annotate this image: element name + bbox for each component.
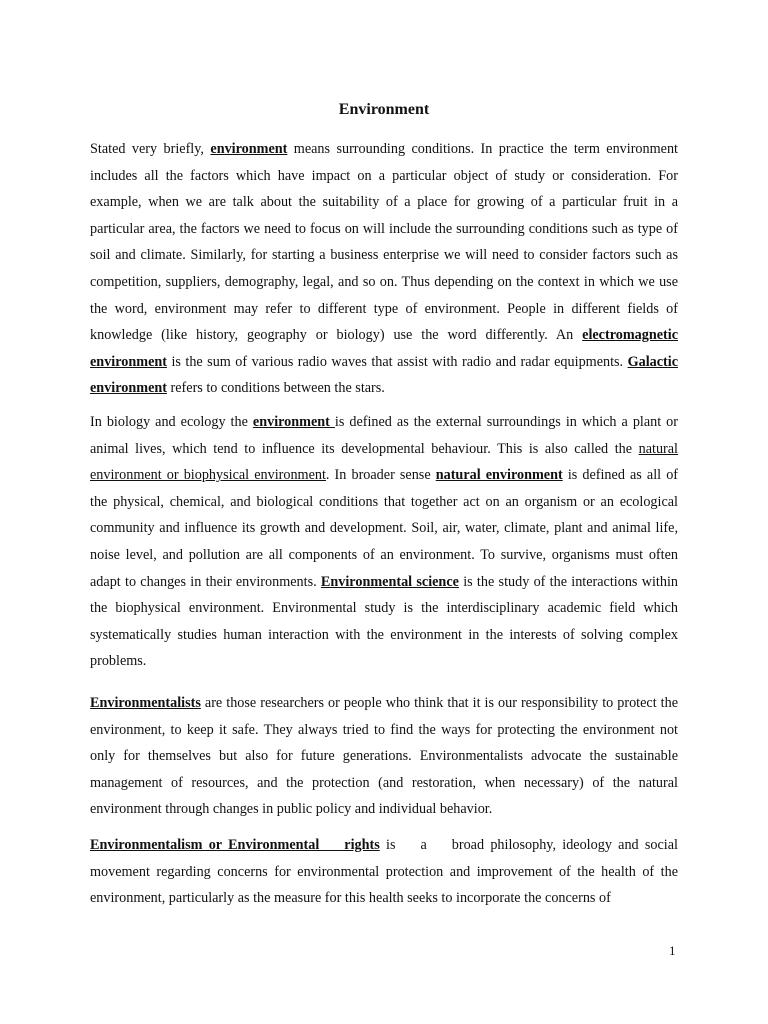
text-run: . In broader sense — [325, 467, 436, 484]
text-run: is defined as all of the physical, chemical, and biological conditions that together act on an organism or an ecological community and influence its growth and development. Soil, air, water, climate, plant and animal life, noise level, and pollution are all components of an environment. To survive, organisms must often adapt to changes in their environments. — [90, 467, 679, 590]
paragraph-environmentalists — [90, 690, 678, 823]
text-run: refers to conditions between the stars. — [166, 380, 385, 397]
text-run: means surrounding conditions. In practice the term environment includes all the factors which have impact on a particular object of study or consideration. For example, when we are talk about the suitability of a place for growing of a particular fruit in a particular area, the factors we need to focus on will include the surrounding conditions such as type of soil and climate. Similarly, for starting a business enterprise we will need to consider factors such as competition, suppliers, demography, legal, and so on. Thus depending on the context in which we use the word, environment may refer to different type of environment. People in different fields of knowledge (like history, geography or biology) use the word differently. An — [90, 141, 678, 344]
term-electromagnetic-environment: electromagnetic environment — [90, 327, 678, 370]
page-title: Environment — [338, 101, 430, 118]
term-natural-biophysical-environment: natural environment or biophysical environment — [90, 440, 678, 484]
paragraph-biology — [90, 409, 678, 675]
term-environmentalists: Environmentalists — [90, 695, 201, 711]
term-natural-environment: natural environment — [435, 467, 563, 484]
text-run: Stated very briefly, — [90, 141, 211, 157]
term-environmentalism: Environmentalism or Environmental rights — [90, 837, 380, 853]
document-page — [90, 0, 682, 1024]
page-number: 1 — [669, 943, 676, 958]
term-environment-biology: environment — [252, 414, 335, 430]
term-environment: environment — [210, 141, 288, 157]
text-run: is a broad philosophy, ideology and social movement regarding concerns for environmental protection and improvement of the health of the environment, particularly as the measure for this health seeks to incorporate the concerns of — [90, 837, 682, 907]
text-run: is defined as the external surroundings in which a plant or animal lives, which tend to influence its developmental behaviour. This is also called the — [90, 414, 679, 457]
text-run: is the study of the interactions within the biophysical environment. Environmental study is the interdisciplinary academic field which systematically studies human interaction with the environment in the interests of solving complex problems. — [90, 573, 678, 670]
paragraph-environmentalism — [90, 832, 682, 912]
text-run: In biology and ecology the — [90, 414, 253, 430]
text-run: is the sum of various radio waves that assist with radio and radar equipments. — [166, 353, 628, 370]
paragraph-definition — [90, 136, 678, 402]
text-run: are those researchers or people who think that it is our responsibility to protect the environment, to keep it safe. They always tried to find the ways for protecting the environment not only for themselves but also for future generations. Environmentalists advocate the sustainable management of resources, and the protection (and restoration, when necessary) of the natural environment through changes in public policy and individual behavior. — [90, 695, 678, 818]
term-environmental-science: Environmental science — [320, 573, 459, 590]
term-galactic-environment: Galactic environment — [90, 353, 678, 397]
